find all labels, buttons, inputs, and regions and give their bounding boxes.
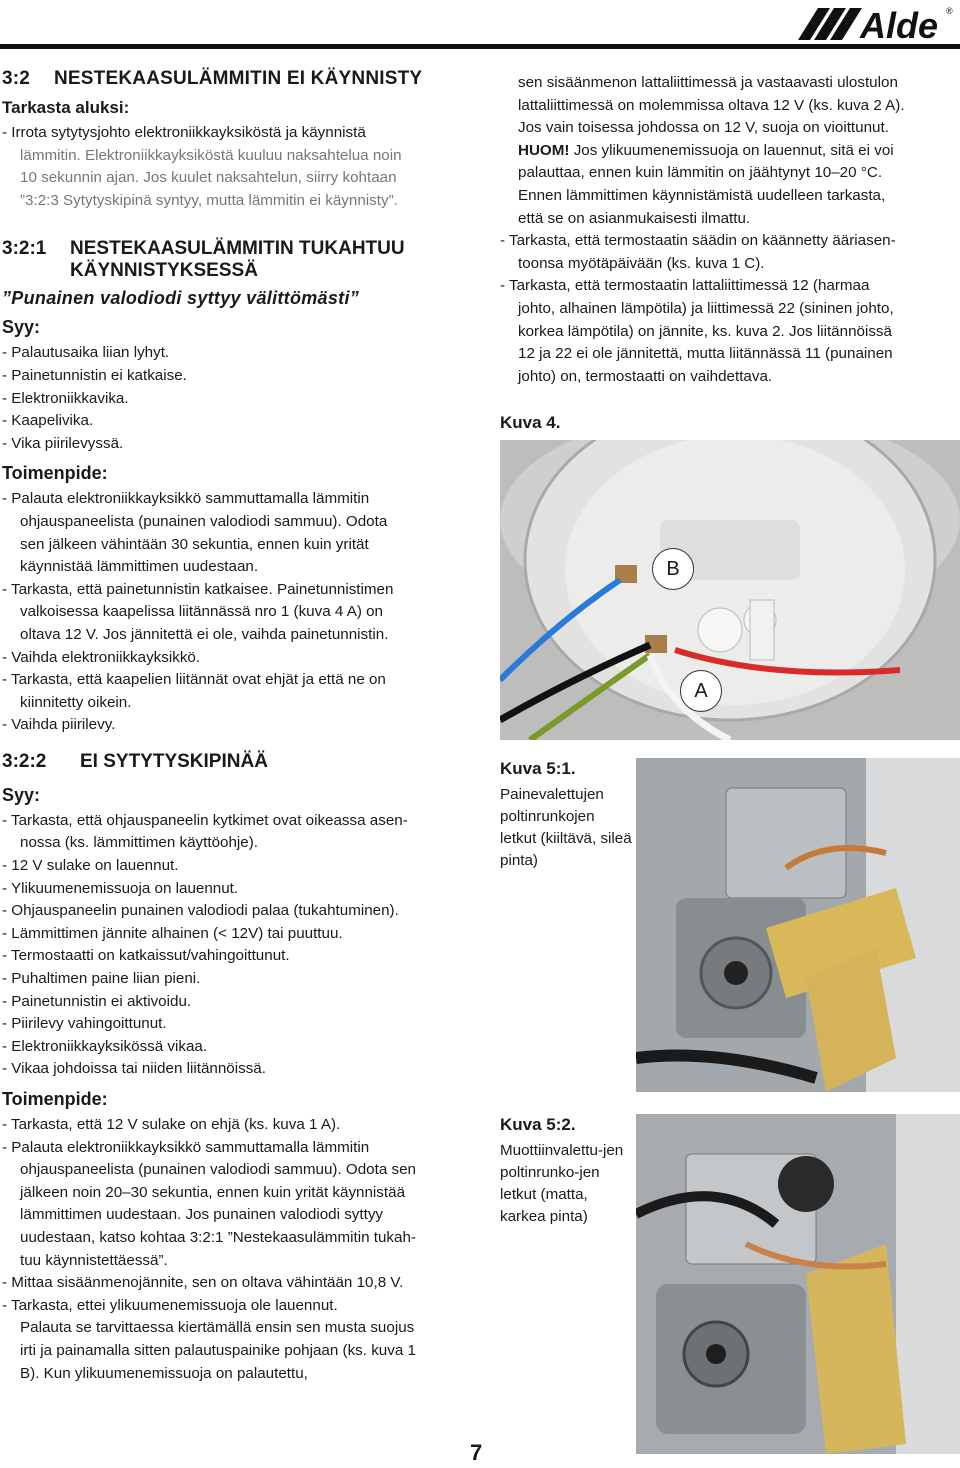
figure-5-1-title: Kuva 5:1. [500, 759, 576, 778]
action-line: ohjauspaneelista (punainen valodiodi sammuu). Odota sen [20, 1161, 416, 1179]
cause-line: - Lämmittimen jännite alhainen (< 12V) tai puuttuu. [2, 924, 343, 942]
cause-line: - Ylikuumenemissuoja on lauennut. [2, 879, 239, 897]
action-label: Toimenpide: [2, 1089, 108, 1109]
right-line: sen sisäänmenon lattaliittimessä ja vastaavasti ulostulon [518, 74, 898, 91]
cause-item: - Kaapelivika. [2, 412, 94, 430]
subsection-number: 3:2:2 [2, 750, 47, 772]
figure-5-2-caption [500, 1114, 635, 1228]
action-line: - Tarkasta, että kaapelien liitännät ovat ehjät ja että ne on [2, 671, 386, 689]
cause-line: - Ohjauspaneelin punainen valodiodi palaa (tukahtuminen). [2, 902, 399, 920]
action-line: - Tarkasta, että painetunnistin katkaisee. Painetunnistimen [2, 580, 394, 598]
section-number: 3:2 [2, 68, 31, 89]
cause-line: - Vikaa johdoissa tai niiden liitännöissä. [2, 1060, 266, 1078]
action-line: jälkeen noin 20–30 sekuntia, ennen kuin yrität käynnistää [20, 1183, 406, 1201]
right-item-line: johto, alhainen lämpötila) ja liittimessä 22 (sininen johto, [518, 299, 894, 317]
action-line: - Palauta elektroniikkayksikkö sammuttamalla lämmitin [2, 1138, 370, 1156]
cause-line: - Termostaatti on katkaissut/vahingoittunut. [2, 947, 290, 965]
action-list [2, 488, 472, 737]
cause-item: - Vika piirilevyssä. [2, 434, 124, 452]
figure-5-1-text: Painevalettujen poltinrunkojen letkut (kiiltävä, sileä pinta) [500, 786, 632, 869]
action-line: - Tarkasta, että 12 V sulake on ehjä (ks. kuva 1 A). [2, 1116, 341, 1133]
right-item-line: toonsa myötäpäivään (ks. kuva 1 C). [518, 254, 765, 272]
action-list-2 [2, 1114, 472, 1385]
action-line: - Palauta elektroniikkayksikkö sammuttamalla lämmitin [2, 490, 370, 508]
alde-logo [796, 4, 956, 44]
check-line: ”3:2:3 Sytytyskipinä syntyy, mutta lämmitin ei käynnisty”. [20, 191, 398, 209]
figure-4-caption [500, 412, 635, 438]
action-line: - Vaihda piirilevy. [2, 716, 116, 734]
check-line: lämmitin. Elektroniikkayksiköstä kuuluu naksahtelua noin [20, 146, 402, 164]
action-line: uudestaan, katso kohtaa 3:2:1 ”Nestekaasulämmitin tukah- [20, 1228, 416, 1246]
figure-4-label-b: B [652, 548, 694, 590]
subsection-heading-1 [2, 238, 472, 282]
right-line: että se on asianmukaisesti ilmattu. [518, 209, 751, 227]
cause-line: nossa (ks. lämmittimen käyttöohje). [20, 834, 259, 852]
huom-label: HUOM! [518, 141, 570, 159]
action-line: oltava 12 V. Jos jännitettä ei ole, vaihda painetunnistin. [20, 625, 389, 643]
section-heading [2, 68, 472, 90]
check-line: - Irrota sytytysjohto elektroniikkayksiköstä ja käynnistä [2, 124, 366, 141]
cause-item: - Palautusaika liian lyhyt. [2, 344, 170, 362]
subsection-heading-2 [2, 751, 472, 773]
right-item-line: korkea lämpötila) on jännite, ks. kuva 2. Jos liitännöissä [518, 322, 892, 340]
right-items [500, 230, 958, 388]
action-line: sen jälkeen vähintään 30 sekuntia, ennen kuin yrität [20, 535, 369, 553]
cause-item: - Painetunnistin ei katkaise. [2, 366, 187, 384]
subsection-number: 3:2:1 [2, 238, 47, 260]
logo-text: Alde [860, 5, 939, 44]
cause-label: Syy: [2, 317, 41, 338]
right-intro [500, 72, 958, 230]
figure-5-2-title: Kuva 5:2. [500, 1115, 576, 1134]
left-column [2, 60, 472, 1391]
subsection-italic-heading: ”Punainen valodiodi syttyy välittömästi” [2, 288, 360, 309]
figure-5-2-photo [636, 1114, 960, 1454]
figure-5-1-caption [500, 758, 635, 872]
cause-item: - Elektroniikkavika. [2, 389, 129, 407]
header-rule [0, 44, 960, 49]
right-column [500, 72, 958, 394]
page-number: 7 [470, 1440, 483, 1465]
right-line: Jos vain toisessa johdossa on 12 V, suoja on vioittunut. [518, 119, 889, 137]
cause-line: - Painetunnistin ei aktivoidu. [2, 992, 192, 1010]
figure-4-title: Kuva 4. [500, 413, 561, 432]
cause-list [2, 342, 472, 455]
cause-list-2 [2, 810, 472, 1081]
action-line: - Tarkasta, ettei ylikuumenemissuoja ole lauennut. [2, 1296, 338, 1314]
action-line: irti ja painamalla sitten palautuspainike pohjaan (ks. kuva 1 [20, 1341, 416, 1359]
action-line: valkoisessa kaapelissa liitännässä nro 1 (kuva 4 A) on [20, 603, 384, 621]
cause-line: - Piirilevy vahingoittunut. [2, 1015, 167, 1033]
right-item-line: 12 ja 22 ei ole jännitettä, mutta liitännässä 11 (punainen [518, 345, 893, 363]
huom-text: Jos ylikuumenemissuoja on lauennut, sitä ei voi [569, 141, 894, 159]
figure-5-1-photo [636, 758, 960, 1092]
section-title: NESTEKAASULÄMMITIN EI KÄYNNISTY [54, 68, 423, 89]
right-item-line: - Tarkasta, että termostaatin lattaliittimessä 12 (harmaa [500, 277, 870, 295]
right-item-line: - Tarkasta, että termostaatin säädin on käännetty ääriasen- [500, 232, 896, 250]
logo-registered-mark: ® [946, 6, 953, 16]
action-line: lämmittimen uudestaan. Jos punainen valodiodi syttyy [20, 1206, 384, 1224]
figure-5-2-text: Muottiinvalettu-jen poltinrunko-jen letkut (matta, karkea pinta) [500, 1142, 624, 1225]
subsection-title: EI SYTYTYSKIPINÄÄ [80, 750, 268, 772]
action-line: tuu käynnistettäessä”. [20, 1251, 168, 1269]
right-line: Ennen lämmittimen käynnistämistä uudelleen tarkasta, [518, 186, 886, 204]
cause-line: - Tarkasta, että ohjauspaneelin kytkimet ovat oikeassa asen- [2, 811, 408, 829]
check-label: Tarkasta aluksi: [2, 98, 130, 117]
cause-line: - Puhaltimen paine liian pieni. [2, 970, 201, 988]
action-label: Toimenpide: [2, 463, 108, 484]
check-list [2, 122, 472, 212]
action-line: kiinnitetty oikein. [20, 693, 132, 711]
right-line: palauttaa, ennen kuin lämmitin on jäähtynyt 10–20 °C. [518, 164, 883, 182]
action-line: käynnistää lämmittimen uudestaan. [20, 558, 259, 576]
action-line: B). Kun ylikuumenemissuoja on palautettu, [20, 1364, 308, 1382]
figure-4-photo [500, 440, 960, 740]
cause-line: - Elektroniikkayksikössä vikaa. [2, 1037, 208, 1055]
action-line: - Vaihda elektroniikkayksikkö. [2, 648, 201, 666]
right-item-line: johto) on, termostaatti on vaihdettava. [518, 367, 773, 385]
action-line: Palauta se tarvittaessa kiertämällä ensin sen musta suojus [20, 1319, 415, 1337]
cause-line: - 12 V sulake on lauennut. [2, 857, 179, 875]
subsection-title: NESTEKAASULÄMMITIN TUKAHTUU KÄYNNISTYKSESSÄ [70, 238, 405, 282]
check-line: 10 sekunnin ajan. Jos kuulet naksahtelun, siirry kohtaan [20, 169, 397, 187]
figure-4-label-a: A [680, 670, 722, 712]
right-line: lattaliittimessä on molemmissa oltava 12 V (ks. kuva 2 A). [518, 96, 905, 114]
action-line: ohjauspaneelista (punainen valodiodi sammuu). Odota [20, 512, 388, 530]
action-line: - Mittaa sisäänmenojännite, sen on oltava vähintään 10,8 V. [2, 1274, 404, 1292]
right-line [500, 140, 958, 163]
cause-label: Syy: [2, 784, 41, 805]
